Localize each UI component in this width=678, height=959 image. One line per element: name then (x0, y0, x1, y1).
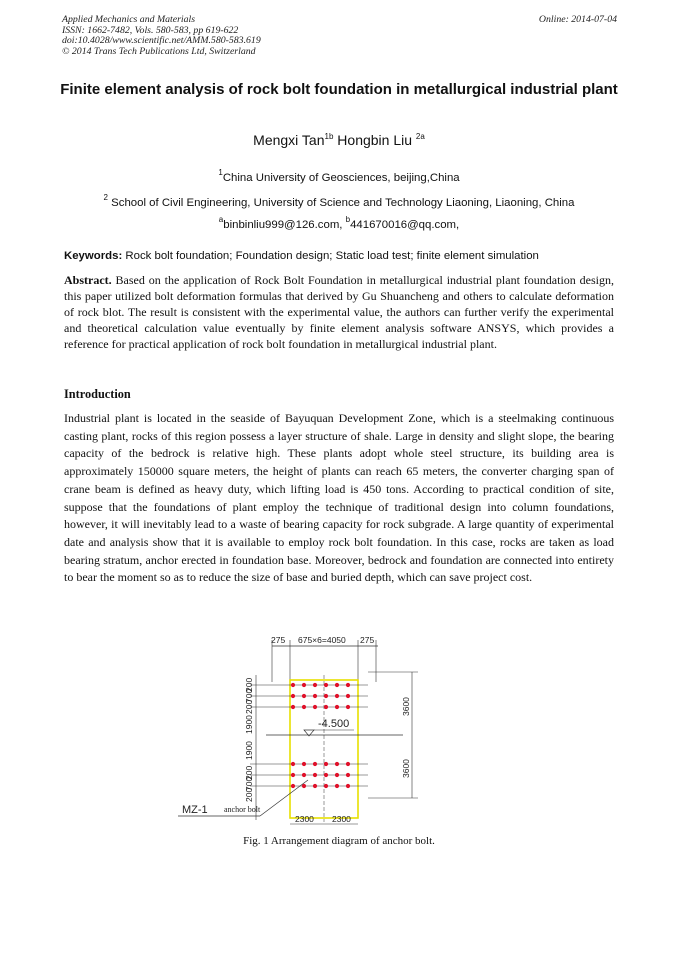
anchor-bolt-dot (291, 773, 295, 777)
svg-text:200: 200 (244, 765, 254, 780)
author-line (50, 132, 628, 148)
anchor-bolt-dot (291, 694, 295, 698)
journal-name: Applied Mechanics and Materials (62, 14, 196, 25)
anchor-bolt-dot (335, 683, 339, 687)
anchor-bolt-dot (324, 683, 328, 687)
svg-text:200: 200 (244, 699, 254, 714)
online-date: Online: 2014-07-04 (538, 14, 617, 25)
dim-right-bottom: 3600 (401, 759, 411, 778)
keywords-text: Rock bolt foundation; Foundation design; Static load test; finite element simulation (122, 250, 539, 262)
anchor-bolt-dot (302, 762, 306, 766)
anchor-bolt-dot (313, 762, 317, 766)
anchor-bolt-dot (335, 773, 339, 777)
keywords-label: Keywords: (64, 250, 123, 262)
doi-line: doi:10.4028/www.scientific.net/AMM.580-583.619 (62, 35, 261, 47)
anchor-bolt-dot (302, 773, 306, 777)
dim-top-right: 275 (360, 635, 375, 645)
elevation-label: -4.500 (318, 718, 350, 730)
affiliation-2: $^2$ School of Civil Engineering, University of Science and Technology Liaoning, Liaoning, China (103, 193, 575, 209)
svg-text:1900: 1900 (244, 741, 254, 760)
anchor-bolt-dot (291, 683, 295, 687)
anchor-bolt-dot (291, 784, 295, 788)
svg-text:700: 700 (244, 776, 254, 791)
anchor-bolt-dot (291, 762, 295, 766)
anchor-bolt-dot (302, 694, 306, 698)
anchor-bolt-dot (313, 705, 317, 709)
anchor-bolt-dot (335, 784, 339, 788)
abstract-label: Abstract. (64, 273, 112, 287)
mz-label: MZ-1 (182, 804, 208, 816)
keywords (64, 250, 624, 262)
abstract-text: Based on the application of Rock Bolt Foundation in metallurgical industrial plant foundation design, this paper utilized bolt deformation formulas that derived by Gu Shuancheng and others to calculate deformation of rock blot. The result is consistent with the experimental value, the authors can further verify the experimental and theoretical calculation value eventually by finite element analysis software ANSYS, which provides a reference for practical application of rock bolt foundation in metallurgical industrial plant. (64, 273, 614, 352)
anchor-bolts (291, 683, 350, 788)
anchor-bolt-dot (313, 773, 317, 777)
affiliation-1: $^1$China University of Geosciences, beijing,China (218, 168, 460, 184)
aff2-sup: 2 (103, 193, 108, 202)
issn-line: ISSN: 1662-7482, Vols. 580-583, pp 619-622 (62, 24, 239, 36)
journal-header (62, 15, 617, 57)
svg-text:200: 200 (244, 677, 254, 692)
svg-text:200: 200 (244, 787, 254, 802)
anchor-bolt-dot (324, 784, 328, 788)
anchor-bolt-dot (313, 694, 317, 698)
anchor-bolt-diagram (168, 630, 443, 830)
abstract (64, 272, 614, 352)
author-1: Mengxi Tan (253, 132, 325, 148)
author-2: Hongbin Liu (337, 132, 413, 148)
email-b: 441670016@qq.com, (350, 219, 460, 231)
anchor-bolt-dot (346, 773, 350, 777)
anchor-bolt-dot (324, 694, 328, 698)
introduction-text: Industrial plant is located in the seaside of Bayuquan Development Zone, which is a steelmaking continuous casting plant, rocks of this region possess a layer structure of shale. Large in density and slight slope, the bearing capacity of the bedrock is relative high. These plants adopt whole steel structure, its building area is approximately 150000 square meters, the height of plants can reach 65 meters, the converter charging span of crane beam is defined as heavy duty, which lifting load is 450 tons. According to practical condition of site, suppose that the foundations of plant employ the technique of traditional design into column foundations, however, it will inevitably lead to a waste of bearing capacity for rock subgrade. A large quantity of experimental date and analysis show that it is available to employ rock bolt foundation. In this case, rocks are taken as load bearing stratum, anchor erected in foundation base. Moreover, bedrock and foundation are connected into entirety to bear the moment so as to reduce the size of base and buried depth, which can save project cost. (64, 411, 614, 585)
paper-title: Finite element analysis of rock bolt foundation in metallurgical industrial plant (60, 81, 618, 98)
figure-caption: Fig. 1 Arrangement diagram of anchor bolt. (243, 835, 435, 847)
anchor-bolt-dot (346, 762, 350, 766)
author-1-sup: 1b (324, 132, 334, 141)
anchor-bolt-dot (324, 705, 328, 709)
email-a: binbinliu999@126.com, (223, 219, 346, 231)
anchor-bolt-dot (313, 683, 317, 687)
anchor-bolt-dot (346, 784, 350, 788)
svg-text:1900: 1900 (244, 715, 254, 734)
introduction-heading: Introduction (64, 387, 131, 401)
email-line: $^a$binbinliu999@126.com, $^b$441670016@qq.com, (218, 215, 460, 231)
anchor-bolt-dot (346, 683, 350, 687)
anchor-bolt-label: anchor bolt (224, 805, 261, 814)
aff1-sup: 1 (218, 168, 223, 177)
author-2-sup: 2a (415, 132, 425, 141)
anchor-bolt-dot (324, 773, 328, 777)
anchor-bolt-dot (335, 694, 339, 698)
anchor-bolt-dot (302, 705, 306, 709)
anchor-bolt-dot (324, 762, 328, 766)
anchor-bolt-dot (335, 705, 339, 709)
anchor-bolt-dot (313, 784, 317, 788)
dim-bottom-right: 2300 (332, 814, 351, 824)
dim-right-top: 3600 (401, 697, 411, 716)
anchor-bolt-dot (302, 683, 306, 687)
copyright-line: © 2014 Trans Tech Publications Ltd, Switzerland (62, 45, 256, 57)
anchor-bolt-dot (291, 705, 295, 709)
anchor-bolt-dot (346, 705, 350, 709)
dim-bottom-left: 2300 (295, 814, 314, 824)
dim-top-mid: 675×6=4050 (298, 635, 346, 645)
anchor-bolt-dot (335, 762, 339, 766)
anchor-bolt-dot (346, 694, 350, 698)
svg-text:700: 700 (244, 688, 254, 703)
dim-top-left: 275 (271, 635, 286, 645)
